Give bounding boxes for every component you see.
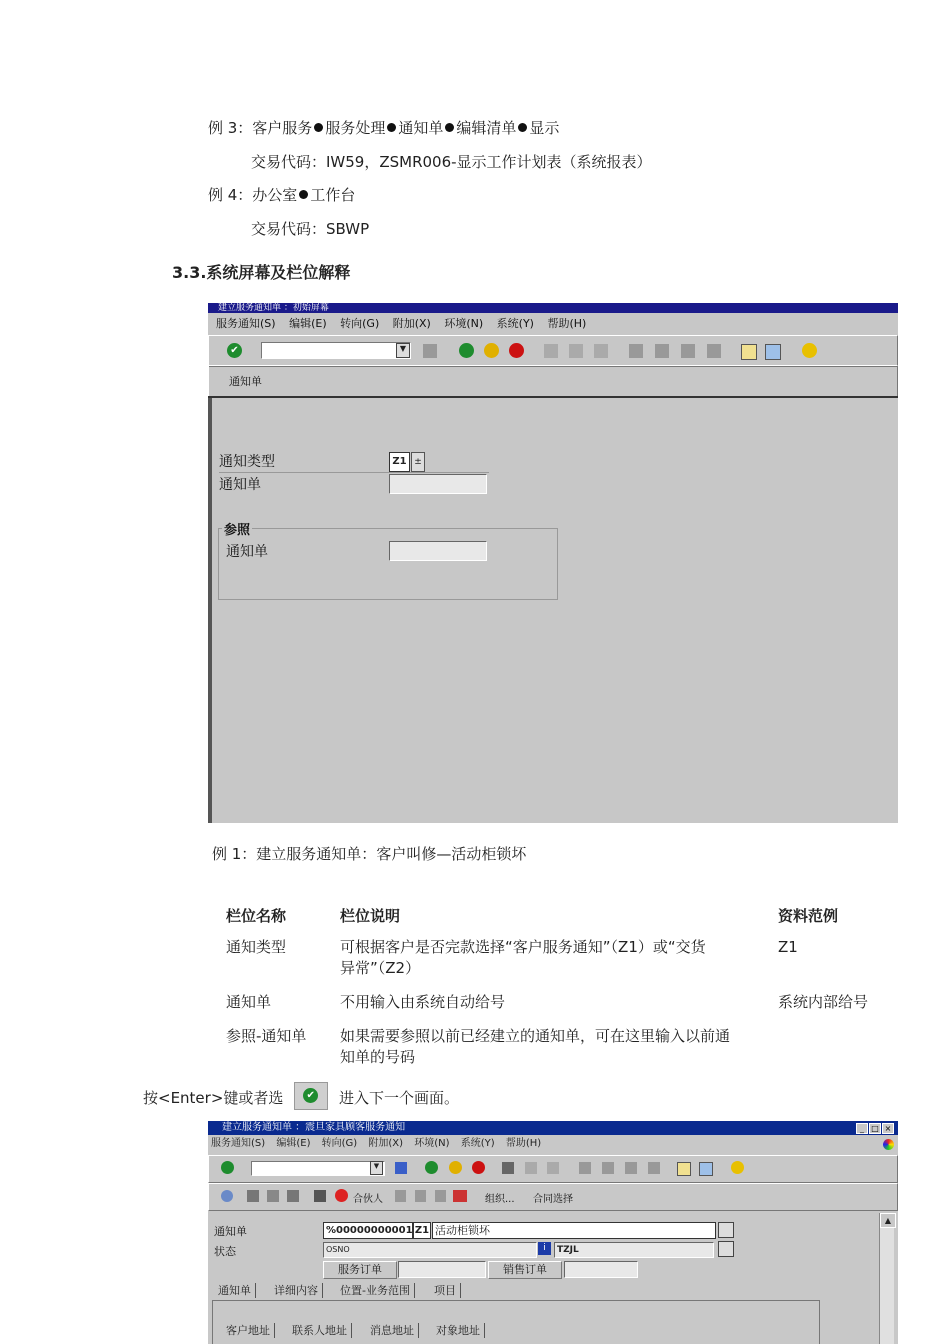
menu-item-extras[interactable]: 附加(X) — [392, 317, 431, 330]
menu-item-system[interactable]: 系统(Y) — [496, 317, 534, 330]
scroll-up-icon[interactable]: ▲ — [880, 1213, 896, 1228]
status-label: 状态 — [214, 1245, 236, 1258]
example-4-path — [208, 184, 355, 205]
prev-page-icon[interactable] — [655, 344, 669, 358]
command-field[interactable] — [261, 342, 411, 359]
ex3-prefix: 例 3：客户服务 — [208, 119, 313, 137]
next-page-icon[interactable] — [681, 344, 695, 358]
app-toolbar-label: 通知单 — [229, 375, 262, 388]
back-icon[interactable] — [425, 1161, 438, 1174]
link-icon[interactable] — [267, 1190, 279, 1202]
org-button-label[interactable]: 组织... — [485, 1194, 515, 1205]
command-field[interactable] — [251, 1161, 385, 1176]
notification-label: 通知单 — [219, 477, 261, 493]
dropdown-arrow-icon[interactable]: ▼ — [396, 343, 410, 358]
find-next-icon[interactable] — [547, 1162, 559, 1174]
menu-item-help[interactable]: 帮助(H) — [505, 1138, 542, 1149]
menu-item-environment[interactable]: 环境(N) — [414, 1138, 450, 1149]
new-session-icon[interactable] — [741, 344, 757, 360]
table-cell-example: 系统内部给号 — [778, 993, 869, 1011]
standard-toolbar — [208, 1155, 898, 1183]
table-cell-desc: 如果需要参照以前已经建立的通知单，可在这里输入以前通 — [340, 1027, 731, 1045]
back-icon[interactable] — [459, 343, 474, 358]
tab-items[interactable]: 项目 — [430, 1283, 461, 1298]
reference-group — [218, 528, 558, 600]
notification-input[interactable] — [389, 474, 487, 494]
subtab-customer-address[interactable]: 客户地址 — [222, 1323, 275, 1338]
flag-icon[interactable] — [247, 1190, 259, 1202]
dropdown-arrow-icon[interactable]: ▼ — [370, 1161, 383, 1175]
bullet-icon — [387, 123, 396, 132]
notification-label: 通知单 — [214, 1225, 247, 1238]
menu-bar — [211, 1136, 549, 1152]
ex3-part5: 显示 — [529, 119, 560, 137]
application-toolbar — [208, 1183, 898, 1211]
menu-item-edit[interactable]: 编辑(E) — [276, 1138, 311, 1149]
figure-caption: 例 1：建立服务通知单：客户叫修—活动柜锁坏 — [212, 845, 527, 863]
status-field: OSNO — [323, 1242, 537, 1258]
menu-item-goto[interactable]: 转向(G) — [321, 1138, 358, 1149]
sap-notification-screen — [208, 1121, 898, 1344]
contract-button-label[interactable]: 合同选择 — [533, 1194, 573, 1205]
menu-item-extras[interactable]: 附加(X) — [368, 1138, 404, 1149]
shortcut-icon[interactable] — [765, 344, 781, 360]
bullet-icon — [314, 123, 323, 132]
maximize-button[interactable]: □ — [869, 1123, 881, 1134]
table-cell-desc: 不用输入由系统自动给号 — [340, 993, 506, 1011]
notification-description-input[interactable]: 活动柜锁坏 — [432, 1222, 716, 1239]
next-page-icon[interactable] — [625, 1162, 637, 1174]
menu-item-help[interactable]: 帮助(H) — [547, 317, 587, 330]
standard-toolbar — [208, 335, 898, 367]
enter-button-image — [294, 1082, 328, 1110]
example-3-path — [208, 117, 559, 138]
enter-check-icon[interactable] — [221, 1161, 234, 1174]
sales-order-button[interactable]: 销售订单 — [488, 1261, 562, 1279]
truck-icon[interactable] — [453, 1190, 467, 1202]
find-icon[interactable] — [569, 344, 583, 358]
subtab-message-address[interactable]: 消息地址 — [366, 1323, 419, 1338]
last-page-icon[interactable] — [648, 1162, 660, 1174]
color-palette-icon[interactable] — [883, 1139, 894, 1150]
menu-item-service[interactable]: 服务通知(S) — [211, 1138, 266, 1149]
print-icon[interactable] — [502, 1162, 514, 1174]
reference-notification-input[interactable] — [389, 541, 487, 561]
enter-instruction-before: 按<Enter>键或者选 — [143, 1089, 284, 1107]
menu-item-service[interactable]: 服务通知(S) — [216, 317, 276, 330]
bullet-icon — [299, 190, 308, 199]
service-order-input[interactable] — [398, 1261, 486, 1278]
prev-page-icon[interactable] — [602, 1162, 614, 1174]
cancel-icon[interactable] — [509, 343, 524, 358]
enter-check-icon: ✔ — [303, 1088, 318, 1103]
minimize-button[interactable]: _ — [856, 1123, 868, 1134]
last-page-icon[interactable] — [707, 344, 721, 358]
tab-location[interactable]: 位置-业务范围 — [336, 1283, 415, 1298]
notification-type-field: Z1 — [413, 1222, 431, 1239]
window-left-border — [208, 398, 212, 823]
ex4-part2: 工作台 — [310, 186, 356, 204]
notification-number-field: %00000000001 — [323, 1222, 413, 1239]
table-cell-name: 通知类型 — [226, 938, 287, 956]
long-text-icon[interactable] — [718, 1222, 734, 1238]
tab-notification[interactable]: 通知单 — [214, 1283, 256, 1298]
help-icon[interactable] — [802, 343, 817, 358]
first-page-icon[interactable] — [579, 1162, 591, 1174]
close-button[interactable]: × — [882, 1123, 894, 1134]
menu-item-edit[interactable]: 编辑(E) — [289, 317, 327, 330]
shortcut-icon[interactable] — [699, 1162, 713, 1176]
section-heading: 3.3.系统屏幕及栏位解释 — [172, 263, 351, 282]
save-icon[interactable] — [423, 344, 437, 358]
table-cell-desc: 可根据客户是否完款选择“客户服务通知”（Z1）或“交货 — [340, 938, 706, 956]
exit-icon[interactable] — [449, 1161, 462, 1174]
filter-icon[interactable] — [415, 1190, 426, 1202]
application-toolbar — [208, 365, 898, 397]
menu-item-goto[interactable]: 转向(G) — [340, 317, 380, 330]
sap-initial-screen — [208, 303, 898, 823]
exit-icon[interactable] — [484, 343, 499, 358]
save-icon[interactable] — [395, 1162, 407, 1174]
enter-instruction-after: 进入下一个画面。 — [338, 1089, 459, 1107]
print-icon[interactable] — [544, 344, 558, 358]
partner-icon[interactable] — [335, 1189, 348, 1202]
table-header-desc: 栏位说明 — [340, 907, 401, 925]
table-header-name: 栏位名称 — [226, 907, 287, 925]
table-cell-desc-cont: 异常”（Z2） — [340, 959, 421, 977]
display-icon[interactable] — [221, 1190, 233, 1202]
binoculars-icon[interactable] — [314, 1190, 326, 1202]
copy-icon[interactable] — [435, 1190, 446, 1202]
status-code-field: TZJL — [554, 1242, 714, 1258]
enter-instruction — [143, 1082, 459, 1110]
find-icon[interactable] — [525, 1162, 537, 1174]
menu-bar — [208, 315, 898, 333]
ex3-part2: 服务处理 — [325, 119, 386, 137]
ex3-part4: 编辑清单 — [456, 119, 517, 137]
bullet-icon — [445, 123, 454, 132]
flag-multi-icon[interactable] — [287, 1190, 299, 1202]
service-order-button[interactable]: 服务订单 — [323, 1261, 397, 1279]
notification-type-input[interactable]: Z1 — [389, 452, 410, 472]
info-icon[interactable]: i — [538, 1242, 551, 1255]
vertical-scrollbar[interactable] — [879, 1213, 894, 1344]
f4-help-icon[interactable]: ± — [411, 452, 425, 472]
window-title: 建立服务通知单 ：震旦家具顾客服务通知 — [208, 1121, 898, 1135]
bullet-icon — [518, 123, 527, 132]
partner-button-label[interactable]: 合伙人 — [353, 1194, 383, 1205]
divider — [208, 396, 898, 398]
ex3-transaction-code: 交易代码：IW59，ZSMR006-显示工作计划表（系统报表） — [251, 153, 652, 171]
first-page-icon[interactable] — [629, 344, 643, 358]
ex4-prefix: 例 4：办公室 — [208, 186, 298, 204]
table-cell-desc-cont: 知单的号码 — [340, 1048, 416, 1066]
field-row-divider — [219, 472, 489, 473]
menu-item-environment[interactable]: 环境(N) — [444, 317, 484, 330]
document-icon[interactable] — [395, 1190, 406, 1202]
notification-type-label: 通知类型 — [219, 454, 275, 470]
ex3-part3: 通知单 — [398, 119, 444, 137]
table-header-example: 资料范例 — [778, 907, 839, 925]
window-title: 建立服务通知单 ：初始屏幕 — [208, 303, 898, 313]
enter-check-icon[interactable]: ✔ — [227, 343, 242, 358]
reference-notification-label: 通知单 — [226, 544, 268, 560]
table-cell-name: 参照-通知单 — [226, 1027, 307, 1045]
subtab-object-address[interactable]: 对象地址 — [432, 1323, 485, 1338]
status-check-icon[interactable] — [718, 1241, 734, 1257]
subtab-contact-address[interactable]: 联系人地址 — [288, 1323, 352, 1338]
menu-item-system[interactable]: 系统(Y) — [460, 1138, 495, 1149]
help-icon[interactable] — [731, 1161, 744, 1174]
sales-order-input[interactable] — [564, 1261, 638, 1278]
table-cell-example: Z1 — [778, 938, 798, 956]
ex4-transaction-code: 交易代码：SBWP — [251, 220, 370, 238]
new-session-icon[interactable] — [677, 1162, 691, 1176]
reference-group-label: 参照 — [222, 519, 252, 538]
table-cell-name: 通知单 — [226, 993, 272, 1011]
cancel-icon[interactable] — [472, 1161, 485, 1174]
tab-details[interactable]: 详细内容 — [270, 1283, 323, 1298]
find-next-icon[interactable] — [594, 344, 608, 358]
